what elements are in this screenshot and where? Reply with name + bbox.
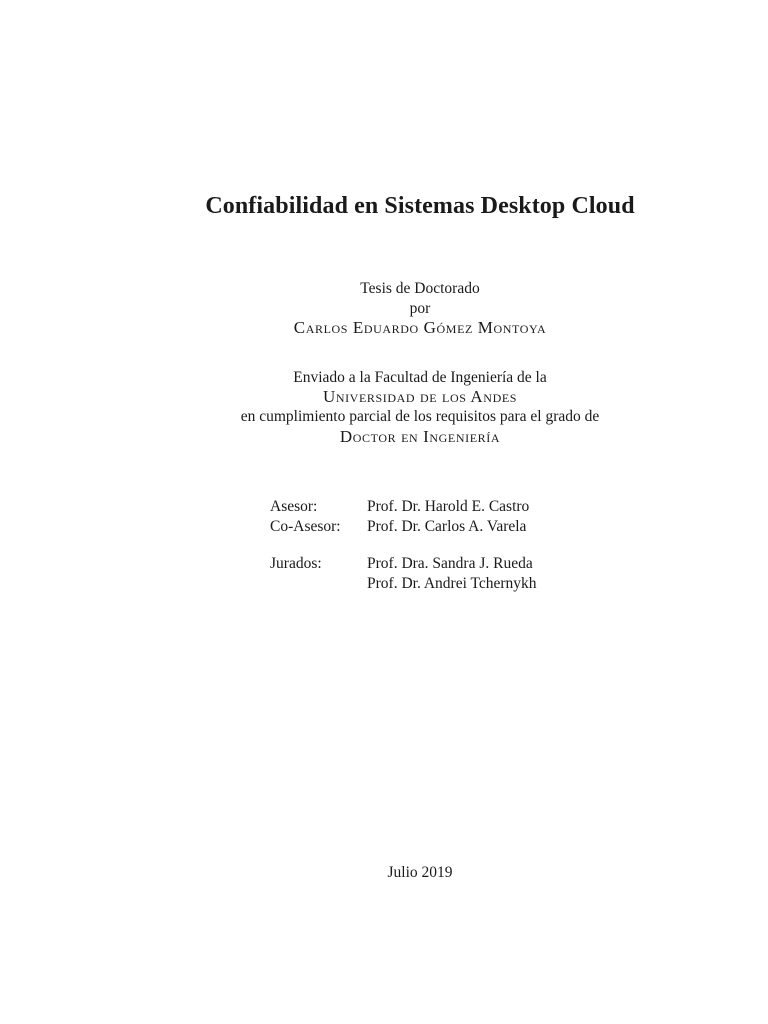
- advisor-label: Asesor:: [270, 498, 318, 515]
- fulfillment-statement: en cumplimiento parcial de los requisitos para el grado de: [240, 408, 600, 425]
- coadvisor-label: Co-Asesor:: [270, 518, 341, 535]
- thesis-date: Julio 2019: [387, 864, 453, 881]
- degree-name: Doctor en Ingeniería: [339, 427, 501, 446]
- coadvisor-name: Prof. Dr. Carlos A. Varela: [367, 518, 527, 535]
- jury-member: Prof. Dra. Sandra J. Rueda: [367, 555, 533, 572]
- jury-member: Prof. Dr. Andrei Tchernykh: [367, 575, 537, 592]
- thesis-title: Confiabilidad en Sistemas Desktop Cloud: [205, 193, 635, 219]
- submitted-to: Enviado a la Facultad de Ingeniería de la: [293, 369, 547, 386]
- jury-label: Jurados:: [270, 555, 322, 572]
- advisor-name: Prof. Dr. Harold E. Castro: [367, 498, 530, 515]
- author-name: Carlos Eduardo Gómez Montoya: [293, 318, 547, 337]
- thesis-type: Tesis de Doctorado: [360, 280, 480, 297]
- university-name: Universidad de los Andes: [322, 387, 518, 406]
- by-label: por: [409, 300, 431, 317]
